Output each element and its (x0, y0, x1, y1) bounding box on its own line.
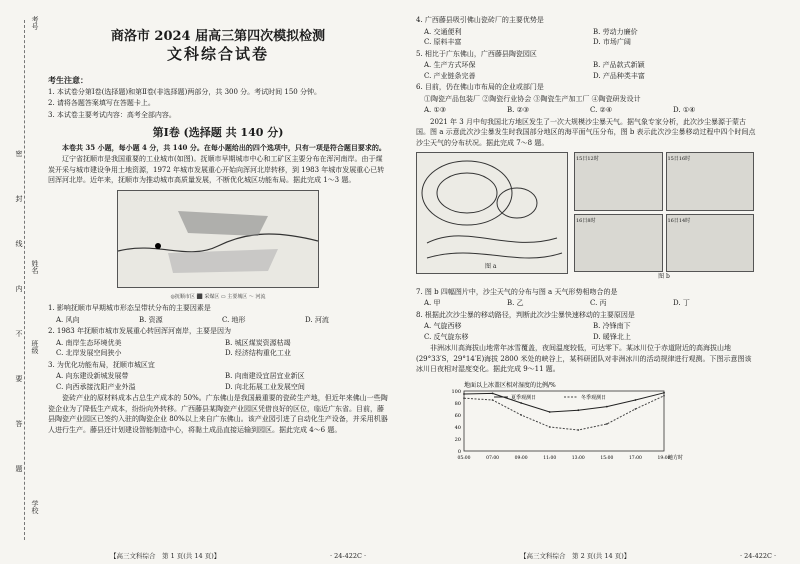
option[interactable]: B. ②③ (507, 106, 530, 114)
y-tick-label: 0 (457, 448, 461, 455)
question: 1. 影响抚顺市早期城市形态呈带状分布的主要因素是 (48, 304, 211, 312)
seal-word: 封 (15, 195, 23, 202)
data-point (549, 426, 551, 428)
data-point (577, 409, 579, 411)
legend-label: 冬季观测日 (581, 394, 607, 401)
notice-item: 1. 本试卷分第Ⅰ卷(选择题)和第Ⅱ卷(非选择题)两部分，共 300 分。考试时间 150 分钟。 (48, 87, 321, 96)
data-point (549, 411, 551, 413)
passage: 2021 年 3 月中旬我国北方地区发生了一次大规模沙尘暴天气。据气象专家分析，此次沙尘暴源于蒙古国。图 a 示意此次沙尘暴发生时我国部分地区的海平面气压分布，图 b 表示此次沙尘暴移动过程中四个时间点沙尘天气的分布状况。据此完成 7～8 题。 (416, 117, 756, 147)
y-tick-label: 20 (454, 436, 461, 443)
options (416, 60, 756, 81)
y-tick-label: 80 (454, 400, 461, 407)
figure-b (574, 152, 754, 272)
options (416, 105, 756, 116)
options (416, 27, 756, 48)
chart-title: 地面以上冰盖区相对湿度的比例/% (464, 381, 556, 389)
option[interactable]: A. 向东建设新城发展带 (56, 372, 129, 380)
x-axis-label: 地方时 (668, 454, 684, 461)
option[interactable]: C. 反气旋东移 (424, 332, 469, 341)
label-name: 姓名 (31, 260, 39, 274)
question-items: ①陶瓷产品包装厂 ②陶瓷行业协会 ③陶瓷生产加工厂 ④陶瓷研发设计 (424, 94, 641, 103)
figure-row (416, 152, 756, 283)
option[interactable]: A. 气旋西移 (424, 322, 462, 330)
option[interactable]: C. 向西承接沈阳产业外溢 (56, 382, 136, 391)
option[interactable]: D. 市场广阔 (593, 38, 631, 46)
series-line (464, 392, 664, 411)
data-point (520, 414, 522, 416)
options (416, 298, 756, 309)
passage: 瓷砖产业的原材料成本占总生产成本的 50%。广东佛山是我国最重要的瓷砖生产地，但近年来佛山一些陶瓷企业为了降低生产成本，纷纷向外转移。广西藤县某陶瓷产业园区凭借良好的区位，临近广东省。目前，藤县陶瓷产业园区已签约入驻的陶瓷企业 80%以上来自广东佛山。该产业园引进了自动化生产设备，并采用机器人进行生产。藤县还计划建设智能制造中心，将黏土成品直接运输到园区。据此完成 4～6 题。 (48, 394, 388, 434)
seal-word: 要 (15, 375, 23, 382)
option[interactable]: D. ①④ (673, 106, 696, 114)
data-point (606, 405, 608, 407)
option[interactable]: A. 南岸生态环境优美 (56, 338, 122, 347)
figure-a-caption: 图 a (485, 262, 497, 270)
section-heading: 第Ⅰ卷 (选择题 共 140 分) (152, 126, 284, 139)
option[interactable]: B. 劳动力廉价 (593, 27, 638, 36)
label-class: 班级 (31, 340, 39, 354)
data-point (492, 399, 494, 401)
question: 2. 1983 年抚顺市城市发展重心转回浑河南岸，主要是因为 (48, 327, 231, 335)
question: 5. 相比于广东佛山，广西藤县陶瓷园区 (416, 49, 537, 58)
option[interactable]: C. 丙 (590, 299, 607, 307)
option[interactable]: A. 交通便利 (424, 27, 462, 36)
seal-word: 线 (15, 240, 23, 247)
option[interactable]: A. 风向 (56, 315, 80, 324)
map-legend: ◎抚顺市区 ⬛ 采煤区 ▭ 主要城区 ～ 河流 (170, 293, 266, 300)
notice-heading: 考生注意： (48, 75, 88, 85)
option[interactable]: C. 产业链条完善 (424, 71, 476, 80)
page-2 (416, 14, 756, 471)
option[interactable]: A. ①③ (424, 106, 447, 114)
x-tick-label: 05:00 (457, 455, 471, 461)
option[interactable]: D. 向北拓展工业发展空间 (225, 382, 305, 391)
x-tick-label: 11:00 (543, 455, 557, 461)
exam-title: 商洛市 2024 届高三第四次模拟检测 (110, 29, 326, 44)
option[interactable]: A. 生产方式环保 (424, 61, 476, 69)
seal-word: 不 (15, 330, 23, 337)
x-tick-label: 13:00 (571, 455, 585, 461)
option[interactable]: C. 地形 (222, 315, 246, 324)
figure-b-panel: 15日12时 (574, 152, 663, 211)
page-1 (48, 14, 388, 436)
options (48, 371, 388, 392)
option[interactable]: D. 产品种类丰富 (593, 71, 645, 80)
data-point (577, 429, 579, 431)
humidity-chart-svg (436, 379, 686, 471)
series-line (464, 395, 664, 429)
option[interactable]: D. 暖锋北上 (593, 332, 631, 341)
map-graphic (118, 191, 318, 287)
option[interactable]: B. 乙 (507, 299, 524, 307)
question: 4. 广西藤县吸引佛山瓷砖厂的主要优势是 (416, 16, 544, 24)
data-point (520, 402, 522, 404)
humidity-chart (436, 379, 686, 471)
option[interactable]: C. 北岸发展空间狭小 (56, 349, 122, 357)
option[interactable]: B. 资源 (139, 315, 163, 324)
x-tick-label: 19:00 (657, 455, 671, 461)
option[interactable]: B. 向南建设宜居宜业新区 (225, 372, 305, 380)
fushun-map (117, 190, 319, 288)
seal-word: 答 (15, 420, 23, 427)
options (48, 315, 388, 326)
question: 8. 根据此次沙尘暴的移动路径，判断此次沙尘暴快速移动的主要原因是 (416, 310, 635, 319)
option[interactable]: C. 原料丰富 (424, 38, 462, 46)
data-point (663, 391, 665, 393)
notice-item: 3. 本试卷主要考试内容：高考全部内容。 (48, 110, 176, 119)
y-tick-label: 60 (454, 412, 461, 419)
data-point (606, 423, 608, 425)
footer-page-2: 【高三文科综合 第 2 页(共 14 页)】 (520, 552, 631, 560)
figure-a (416, 152, 568, 274)
option[interactable]: D. 河流 (305, 315, 329, 324)
x-tick-label: 09:00 (514, 455, 528, 461)
label-exam-no: 考号 (31, 16, 39, 30)
data-point (663, 394, 665, 396)
label-school: 学校 (31, 500, 39, 514)
binding-margin (0, 0, 42, 564)
data-point (463, 397, 465, 399)
data-point (635, 399, 637, 401)
isobar-map (417, 153, 567, 273)
option[interactable]: D. 经济结构重化工业 (225, 349, 291, 357)
option[interactable]: D. 丁 (673, 299, 690, 307)
y-tick-label: 100 (451, 388, 461, 395)
option[interactable]: B. 产品款式新颖 (593, 61, 645, 69)
footer-code-2: · 24-422C · (740, 552, 777, 560)
option[interactable]: B. 城区煤炭资源枯竭 (225, 338, 291, 347)
options (48, 338, 388, 359)
question: 6. 目前，仍在佛山市布局的企业或部门是 (416, 83, 544, 91)
legend-label: 夏季观测日 (511, 394, 537, 401)
options (416, 321, 756, 342)
figure-b-panel: 16日8时 (574, 214, 663, 273)
question: 3. 为优化功能布局，抚顺市城区宜 (48, 360, 155, 369)
y-tick-label: 40 (454, 424, 461, 431)
option[interactable]: A. 甲 (424, 299, 441, 307)
seal-word: 内 (15, 285, 23, 292)
section-instruction: 本卷共 35 小题，每小题 4 分，共 140 分。在每小题给出的四个选项中，只有一项是符合题目要求的。 (62, 142, 386, 152)
passage: 辽宁省抚顺市是我国重要的工业城市(如图)。抚顺市早期城市中心和工矿区主要分布在浑河南岸。由于煤炭开采与城市建设争用土地资源，1972 年城市发展重心开始向浑河北岸转移，到 1983 年城市发展重心已转回浑河北岸。近年来，抚顺市为推动城市高质量发展，不断优化城区功能布局。据此完成 1～3 题。 (48, 155, 385, 184)
seal-word: 密 (15, 150, 23, 157)
option[interactable]: C. ②④ (590, 106, 613, 114)
figure-b-panel: 16日14时 (666, 214, 755, 273)
data-point (463, 393, 465, 395)
footer-code-1: · 24-422C · (330, 552, 367, 560)
passage: 非洲冰川高海拔山地常年冰雪覆盖，夜间温度较低，可达零下。某冰川位于赤道附近的高海拔山地(29°33′S，29°14′E)海拔 2800 米处的峡谷上，某科研团队对非洲冰川的活动规律进行观测。下图示意图该冰川日夜相对湿度变化。据此完成 9～11 题。 (416, 344, 752, 373)
figure-b-caption: 图 b (658, 273, 670, 280)
seal-word: 题 (15, 465, 23, 472)
footer-page-1: 【高三文科综合 第 1 页(共 14 页)】 (110, 552, 221, 560)
figure-b-panel: 15日16时 (666, 152, 755, 211)
option[interactable]: B. 冷锋南下 (593, 322, 631, 330)
data-point (635, 408, 637, 410)
x-tick-label: 17:00 (628, 455, 642, 461)
question: 7. 图 b 四幅图片中，沙尘天气的分布与图 a 天气形势相吻合的是 (416, 287, 618, 296)
seal-line (24, 20, 25, 540)
x-tick-label: 15:00 (600, 455, 614, 461)
x-tick-label: 07:00 (486, 455, 500, 461)
notice-item: 2. 请将各题答案填写在答题卡上。 (48, 99, 155, 107)
exam-subtitle: 文科综合试卷 (166, 44, 269, 63)
data-point (492, 392, 494, 394)
